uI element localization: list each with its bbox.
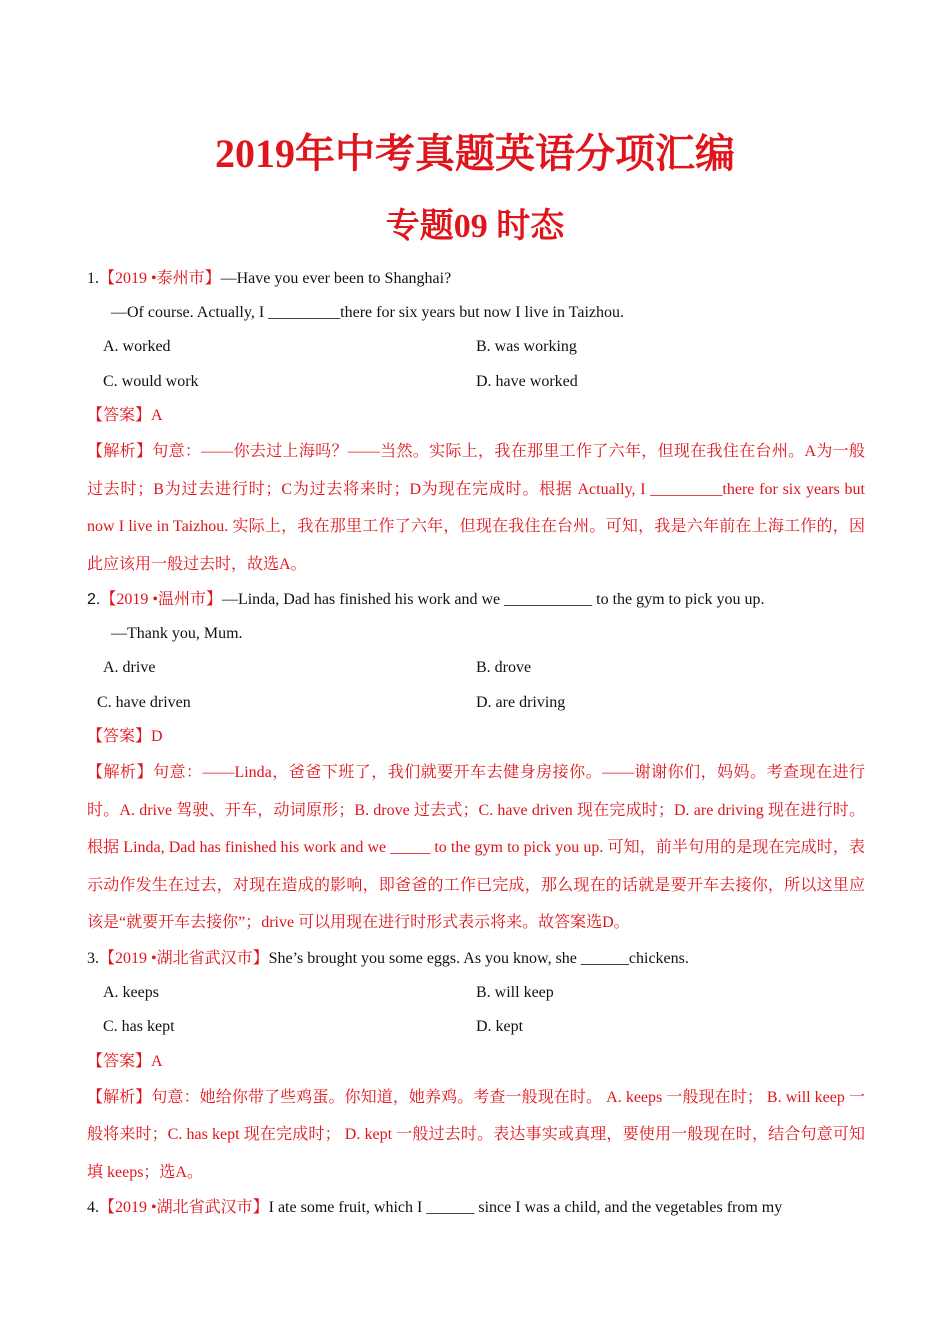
options-row: [87, 330, 865, 365]
option-b: B. was working: [476, 338, 577, 355]
option-c: C. would work: [103, 372, 199, 390]
question-3: [87, 942, 865, 1192]
question-text-2: —Of course. Actually, I _________there for six years but now I live in Taizhou.: [111, 304, 624, 321]
question-text: —Have you ever been to Shanghai?: [220, 270, 452, 287]
analysis: 【解析】句意：——你去过上海吗？——当然。实际上，我在那里工作了六年，但现在我住在台州。A为一般过去时；B为过去进行时；C为过去将来时；D为现在完成时。根据 Actually, I _________there for six years but now I live in Taizhou. 实际上，我在那里工作了六年，但现在我住在台州。可知，我是六年前在上海工作的，因此应该用一般过去时，故选A。: [87, 443, 865, 573]
option-d: D. have worked: [476, 372, 578, 390]
question-number: 4.: [87, 1199, 99, 1216]
question-2: [87, 583, 865, 942]
question-1: [87, 262, 865, 583]
option-d: D. are driving: [476, 693, 566, 711]
answer: 【答案】A: [87, 1052, 163, 1070]
question-stem: [87, 262, 865, 296]
question-text: I ate some fruit, which I ______ since I was a child, and the vegetables from my: [268, 1199, 783, 1216]
option-b: B. will keep: [476, 983, 554, 1001]
option-c: C. has kept: [103, 1018, 175, 1035]
question-number: 1.: [87, 270, 99, 287]
question-source: 【2019 •泰州市】: [99, 270, 221, 287]
question-source: 【2019 •温州市】: [100, 591, 222, 608]
option-b: B. drove: [476, 659, 532, 676]
question-text-2: —Thank you, Mum.: [111, 625, 243, 642]
options-row: [87, 1010, 865, 1045]
answer: 【答案】A: [87, 407, 163, 424]
answer: 【答案】D: [87, 728, 163, 745]
option-c: C. have driven: [97, 693, 191, 711]
analysis: 【解析】句意：——Linda，爸爸下班了，我们就要开车去健身房接你。——谢谢你们，妈妈。考查现在进行时。A. drive 驾驶、开车，动词原形；B. drove 过去式；C. have driven 现在完成时；D. are driving 现在进行时。根据 Linda, Dad has finished his work and we _____ to the gym to pick you up. 可知，前半句用的是现在完成时，表示动作发生在过去，对现在造成的影响，即爸爸的工作已完成，那么现在的话就是要开车去接你，所以这里应该是“就要开车去接你”；drive 可以用现在进行时形式表示将来。故答案选D。: [87, 764, 865, 931]
options-row: [87, 365, 865, 400]
analysis: 【解析】句意：她给你带了些鸡蛋。你知道，她养鸡。考查一般现在时。 A. keeps 一般现在时； B. will keep 一般将来时；C. has kept 现在完成时； D. kept 一般过去时。表达事实或真理，要使用一般现在时，结合句意可知填 keeps；选A。: [87, 1088, 865, 1181]
page-title: 2019年中考真题英语分项汇编: [215, 131, 735, 176]
option-a: A. worked: [103, 338, 171, 355]
question-text: She’s brought you some eggs. As you know, she ______chickens.: [268, 949, 689, 967]
question-number: 3.: [87, 949, 99, 967]
question-stem: [87, 1191, 865, 1225]
question-number: 2.: [87, 591, 101, 608]
question-text: —Linda, Dad has finished his work and we ___________ to the gym to pick you up.: [221, 591, 765, 608]
page-subtitle: 专题09 时态: [385, 208, 565, 245]
option-a: A. drive: [103, 659, 156, 676]
options-row: [87, 686, 865, 721]
question-stem: [87, 583, 865, 617]
question-list: [87, 262, 865, 1225]
options-row: [87, 976, 865, 1011]
question-source: 【2019 •湖北省武汉市】: [99, 949, 269, 967]
question-source: 【2019 •湖北省武汉市】: [99, 1199, 269, 1216]
option-d: D. kept: [476, 1018, 524, 1035]
option-a: A. keeps: [103, 983, 159, 1001]
question-stem: [87, 942, 865, 976]
question-4: [87, 1191, 865, 1225]
options-row: [87, 651, 865, 686]
